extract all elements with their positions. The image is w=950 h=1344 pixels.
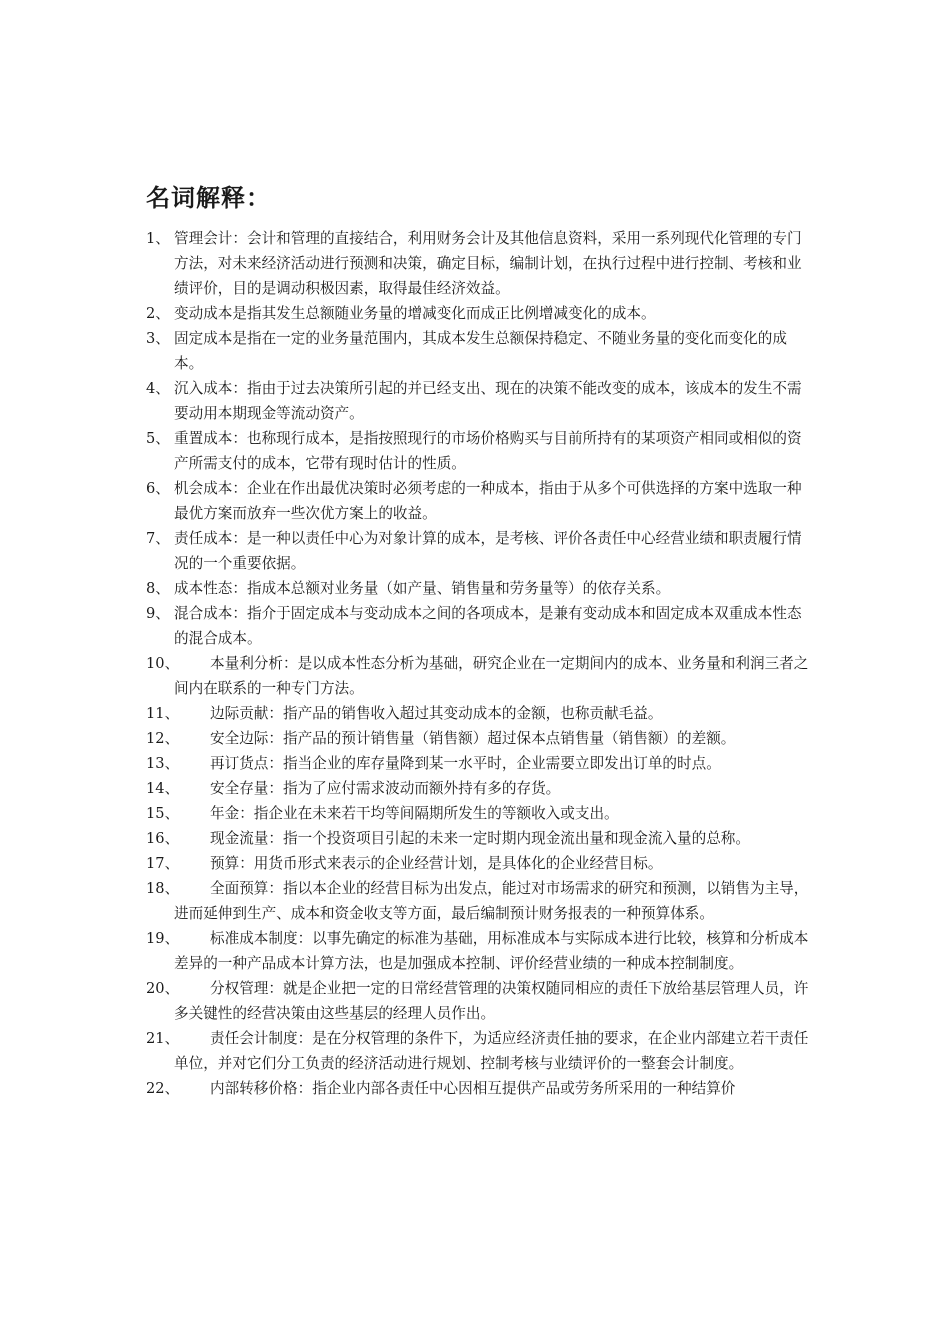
page-title: 名词解释：: [146, 184, 271, 212]
item-number: 21、: [146, 1030, 180, 1047]
list-item: [146, 876, 816, 926]
list-item: [146, 926, 816, 976]
item-number: 20、: [146, 980, 180, 997]
list-item: [146, 701, 816, 726]
item-text: 责任成本：是一种以责任中心为对象计算的成本，是考核、评价各责任中心经营业绩和职责履行情况的一个重要依据。: [174, 530, 802, 572]
item-number: 9、: [146, 605, 170, 622]
item-number: 16、: [146, 830, 180, 847]
item-text: 再订货点：指当企业的库存量降到某一水平时，企业需要立即发出订单的时点。: [210, 755, 721, 772]
item-text: 重置成本：也称现行成本，是指按照现行的市场价格购买与目前所持有的某项资产相同或相似的资产所需支付的成本，它带有现时估计的性质。: [174, 430, 802, 472]
item-text: 混合成本：指介于固定成本与变动成本之间的各项成本，是兼有变动成本和固定成本双重成本性态的混合成本。: [174, 605, 802, 647]
item-number: 2、: [146, 305, 170, 322]
item-text: 沉入成本：指由于过去决策所引起的并已经支出、现在的决策不能改变的成本，该成本的发生不需要动用本期现金等流动资产。: [174, 380, 802, 422]
item-number: 12、: [146, 730, 180, 747]
item-text: 现金流量：指一个投资项目引起的未来一定时期内现金流出量和现金流入量的总称。: [210, 830, 750, 847]
item-number: 7、: [146, 530, 170, 547]
list-item: [146, 526, 816, 576]
list-item: [146, 651, 816, 701]
item-number: 19、: [146, 930, 180, 947]
list-item: [146, 426, 816, 476]
item-number: 8、: [146, 580, 170, 597]
list-item: [146, 301, 816, 326]
list-item: [146, 376, 816, 426]
item-number: 6、: [146, 480, 170, 497]
item-number: 18、: [146, 880, 180, 897]
item-text: 预算：用货币形式来表示的企业经营计划，是具体化的企业经营目标。: [210, 855, 663, 872]
item-number: 4、: [146, 380, 170, 397]
item-number: 10、: [146, 655, 180, 672]
item-number: 22、: [146, 1080, 180, 1097]
item-text: 标准成本制度：以事先确定的标准为基础，用标准成本与实际成本进行比较，核算和分析成本差异的一种产品成本计算方法，也是加强成本控制、评价经营业绩的一种成本控制制度。: [174, 930, 809, 972]
list-item: [146, 576, 816, 601]
list-item: [146, 326, 816, 376]
item-text: 边际贡献：指产品的销售收入超过其变动成本的金额，也称贡献毛益。: [210, 705, 663, 722]
item-number: 13、: [146, 755, 180, 772]
term-list: [146, 226, 816, 1101]
item-text: 安全存量：指为了应付需求波动而额外持有多的存货。: [210, 780, 561, 797]
list-item: [146, 1026, 816, 1076]
item-text: 分权管理：就是企业把一定的日常经营管理的决策权随同相应的责任下放给基层管理人员，许多关键性的经营决策由这些基层的经理人员作出。: [174, 980, 809, 1022]
list-item: [146, 226, 816, 301]
item-text: 全面预算：指以本企业的经营目标为出发点，能过对市场需求的研究和预测，以销售为主导，进而延伸到生产、成本和资金收支等方面，最后编制预计财务报表的一种预算体系。: [174, 880, 809, 922]
item-text: 机会成本：企业在作出最优决策时必须考虑的一种成本，指由于从多个可供选择的方案中选取一种最优方案而放弃一些次优方案上的收益。: [174, 480, 802, 522]
list-item: [146, 1076, 816, 1101]
item-number: 1、: [146, 230, 170, 247]
item-number: 5、: [146, 430, 170, 447]
list-item: [146, 826, 816, 851]
list-item: [146, 776, 816, 801]
list-item: [146, 751, 816, 776]
item-text: 年金：指企业在未来若干均等间隔期所发生的等额收入或支出。: [210, 805, 619, 822]
list-item: [146, 726, 816, 751]
list-item: [146, 801, 816, 826]
list-item: [146, 601, 816, 651]
item-text: 成本性态：指成本总额对业务量（如产量、销售量和劳务量等）的依存关系。: [174, 580, 671, 597]
item-number: 3、: [146, 330, 170, 347]
item-text: 变动成本是指其发生总额随业务量的增减变化而成正比例增减变化的成本。: [174, 305, 656, 322]
item-number: 11、: [146, 705, 180, 722]
item-number: 17、: [146, 855, 180, 872]
item-number: 15、: [146, 805, 180, 822]
list-item: [146, 851, 816, 876]
item-text: 固定成本是指在一定的业务量范围内，其成本发生总额保持稳定、不随业务量的变化而变化的成本。: [174, 330, 787, 372]
item-text: 安全边际：指产品的预计销售量（销售额）超过保本点销售量（销售额）的差额。: [210, 730, 736, 747]
list-item: [146, 476, 816, 526]
list-item: [146, 976, 816, 1026]
item-number: 14、: [146, 780, 180, 797]
item-text: 管理会计：会计和管理的直接结合，利用财务会计及其他信息资料，采用一系列现代化管理的专门方法，对未来经济活动进行预测和决策，确定目标，编制计划，在执行过程中进行控制、考核和业绩评价，目的是调动积极因素，取得最佳经济效益。: [174, 230, 802, 297]
item-text: 责任会计制度：是在分权管理的条件下，为适应经济责任抽的要求，在企业内部建立若干责任单位，并对它们分工负责的经济活动进行规划、控制考核与业绩评价的一整套会计制度。: [174, 1030, 809, 1072]
item-text: 本量利分析：是以成本性态分析为基础，研究企业在一定期间内的成本、业务量和利润三者之间内在联系的一种专门方法。: [174, 655, 809, 697]
item-text: 内部转移价格：指企业内部各责任中心因相互提供产品或劳务所采用的一种结算价: [210, 1080, 736, 1097]
